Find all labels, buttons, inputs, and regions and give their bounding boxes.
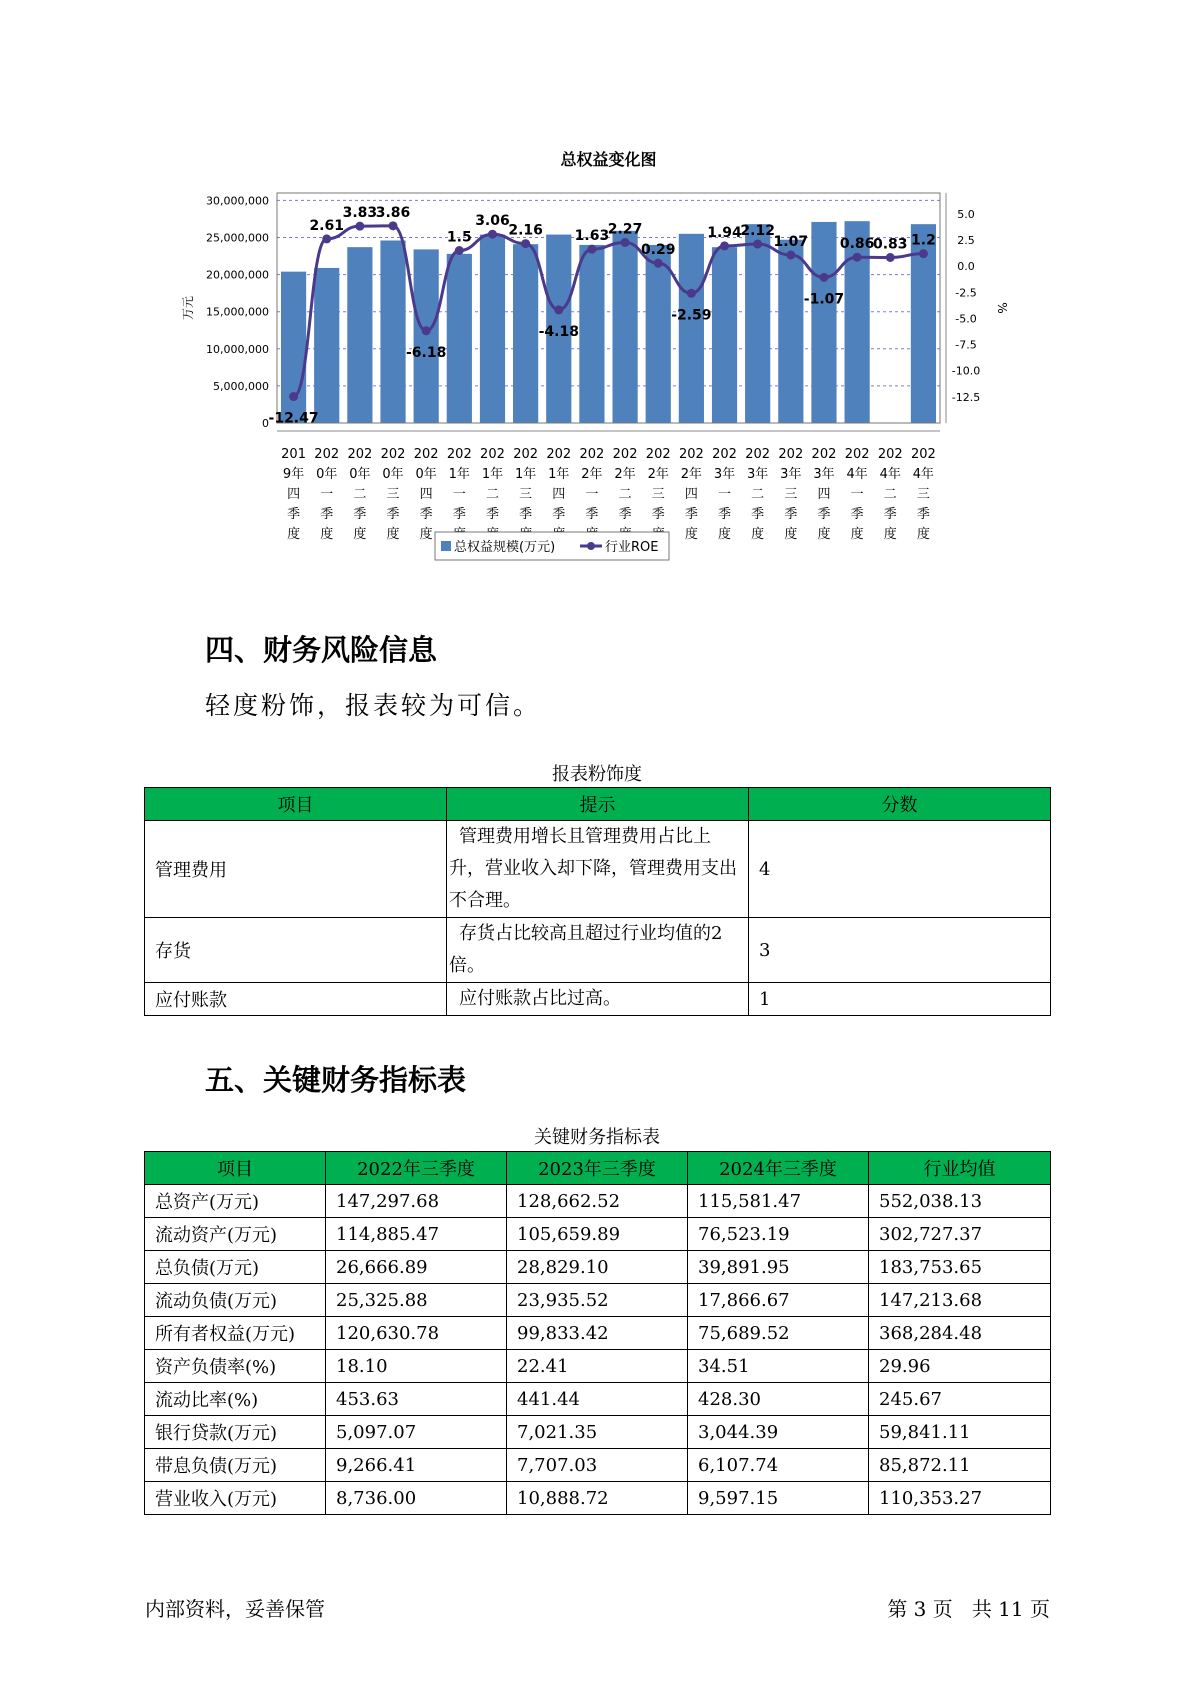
- row-item: 资产负债率(%): [145, 1350, 326, 1383]
- row-2024q3: 9,597.15: [688, 1482, 869, 1515]
- y-left-tick-label: 10,000,000: [206, 342, 269, 356]
- x-tick-label: 202 2年三季: [645, 447, 671, 522]
- row-2023q3: 10,888.72: [507, 1482, 688, 1515]
- row-item: 营业收入(万元): [145, 1482, 326, 1515]
- row-industry-avg: 183,753.65: [869, 1251, 1051, 1284]
- table-row: [145, 1416, 1051, 1449]
- y-left-tick-label: 0: [262, 417, 269, 430]
- row-2024q3: 115,581.47: [688, 1185, 869, 1218]
- y-right-tick-label: -7.5: [955, 338, 977, 352]
- bar-total-equity: [480, 235, 505, 423]
- bar-total-equity: [347, 247, 372, 423]
- point-industry-roe: [853, 253, 862, 262]
- point-industry-roe: [455, 246, 464, 255]
- column-header-item: 项目: [145, 788, 447, 821]
- row-industry-avg: 59,841.11: [869, 1416, 1051, 1449]
- x-tick-label: 202 0年二季度: [347, 447, 373, 542]
- row-2023q3: 128,662.52: [507, 1185, 688, 1218]
- column-header-2023q3: 2023年三季度: [507, 1152, 688, 1185]
- table-row: [145, 1449, 1051, 1482]
- row-2022q3: 25,325.88: [326, 1284, 507, 1317]
- bar-total-equity: [447, 254, 472, 423]
- data-label-roe: -6.18: [405, 344, 447, 361]
- row-2022q3: 18.10: [326, 1350, 507, 1383]
- data-label-roe: 1.2: [911, 232, 936, 249]
- x-tick-label: 202 3年一季度: [712, 447, 737, 542]
- data-label-roe: 1.63: [574, 228, 610, 245]
- table-row: [145, 1482, 1051, 1515]
- row-2024q3: 3,044.39: [688, 1416, 869, 1449]
- data-label-roe: 2.16: [508, 222, 543, 239]
- data-label-roe: 0.86: [839, 236, 875, 253]
- x-tick-label: 201 9年四季度: [281, 447, 306, 542]
- footer-page-number: 第 3 页 共 11 页: [887, 1597, 1050, 1621]
- row-score: 4: [749, 821, 1051, 918]
- bar-total-equity: [612, 231, 637, 423]
- x-tick-label: 202 3年二季度: [745, 447, 771, 542]
- x-tick-label: 202 4年三季度: [911, 447, 936, 542]
- kpi-table: [144, 1151, 1051, 1515]
- table-row: [145, 1383, 1051, 1416]
- table-row: [145, 1251, 1051, 1284]
- row-tip: 存货占比较高且超过行业均值的2倍。: [447, 918, 749, 983]
- bar-total-equity: [579, 245, 604, 423]
- y-right-tick-label: 2.5: [957, 234, 975, 248]
- point-industry-roe: [720, 241, 729, 250]
- kpi-table-caption: 关键财务指标表: [534, 1127, 660, 1148]
- row-tip: 管理费用增长且管理费用占比上升，营业收入却下降，管理费用支出不合理。: [447, 821, 749, 918]
- row-2022q3: 120,630.78: [326, 1317, 507, 1350]
- row-industry-avg: 302,727.37: [869, 1218, 1051, 1251]
- point-industry-roe: [621, 238, 630, 247]
- row-2024q3: 75,689.52: [688, 1317, 869, 1350]
- y-right-tick-label: 0.0: [957, 260, 975, 274]
- data-label-roe: 3.86: [375, 204, 411, 221]
- data-label-roe: 3.06: [475, 213, 510, 230]
- row-industry-avg: 245.67: [869, 1383, 1051, 1416]
- row-2024q3: 428.30: [688, 1383, 869, 1416]
- row-item: 流动负债(万元): [145, 1284, 326, 1317]
- table-row: [145, 1284, 1051, 1317]
- bar-total-equity: [745, 224, 770, 423]
- column-header-tip: 提示: [447, 788, 749, 821]
- point-industry-roe: [322, 234, 331, 243]
- bar-total-equity: [778, 240, 803, 423]
- y-left-tick-label: 15,000,000: [206, 305, 269, 319]
- point-industry-roe: [422, 326, 431, 335]
- row-item: 银行贷款(万元): [145, 1416, 326, 1449]
- data-label-roe: 2.27: [607, 221, 643, 238]
- row-item: 带息负债(万元): [145, 1449, 326, 1482]
- column-header-industry-avg: 行业均值: [869, 1152, 1051, 1185]
- row-score: 3: [749, 918, 1051, 983]
- x-tick-label: 202 0年三季度: [380, 447, 406, 542]
- row-item: 总负债(万元): [145, 1251, 326, 1284]
- section-heading-financial-risk: 四、财务风险信息: [205, 633, 438, 667]
- row-2022q3: 5,097.07: [326, 1416, 507, 1449]
- table-row: [145, 1185, 1051, 1218]
- point-industry-roe: [654, 259, 663, 268]
- row-industry-avg: 147,213.68: [869, 1284, 1051, 1317]
- legend-marker-roe: [587, 542, 595, 550]
- row-2024q3: 39,891.95: [688, 1251, 869, 1284]
- row-2022q3: 26,666.89: [326, 1251, 507, 1284]
- point-industry-roe: [554, 305, 563, 314]
- data-label-roe: 1.5: [446, 229, 472, 246]
- bar-total-equity: [314, 268, 339, 423]
- risk-table-header: [145, 788, 1051, 821]
- row-2023q3: 441.44: [507, 1383, 688, 1416]
- bar-total-equity: [513, 244, 538, 423]
- bar-total-equity: [646, 245, 671, 423]
- risk-table-caption: 报表粉饰度: [552, 764, 642, 785]
- y-right-tick-label: -2.5: [955, 286, 977, 300]
- risk-table: [144, 787, 1051, 1016]
- row-industry-avg: 85,872.11: [869, 1449, 1051, 1482]
- point-industry-roe: [587, 245, 596, 254]
- row-2022q3: 114,885.47: [326, 1218, 507, 1251]
- risk-summary-text: 轻度粉饰，报表较为可信。: [205, 691, 542, 720]
- point-industry-roe: [886, 253, 895, 262]
- point-industry-roe: [488, 230, 497, 239]
- legend-label-total-equity: 总权益规模(万元): [454, 540, 556, 555]
- data-label-roe: 3.83: [342, 205, 378, 222]
- row-industry-avg: 110,353.27: [869, 1482, 1051, 1515]
- row-item: 流动资产(万元): [145, 1218, 326, 1251]
- x-tick-label: 202 1年三季: [513, 447, 539, 522]
- bar-total-equity: [380, 240, 405, 423]
- row-2022q3: 9,266.41: [326, 1449, 507, 1482]
- row-score: 1: [749, 983, 1051, 1016]
- x-tick-label: 202 0年一季度: [314, 447, 340, 542]
- point-industry-roe: [819, 273, 828, 282]
- total-equity-chart: [150, 140, 1009, 600]
- data-label-roe: -1.07: [803, 291, 845, 308]
- table-row: [145, 1350, 1051, 1383]
- column-header-item: 项目: [145, 1152, 326, 1185]
- row-item: 存货: [145, 918, 447, 983]
- row-industry-avg: 368,284.48: [869, 1317, 1051, 1350]
- point-industry-roe: [919, 249, 928, 258]
- point-industry-roe: [355, 222, 364, 231]
- y-left-tick-label: 25,000,000: [206, 231, 269, 245]
- column-header-score: 分数: [749, 788, 1051, 821]
- row-item: 管理费用: [145, 821, 447, 918]
- y-right-tick-label: -10.0: [951, 364, 981, 378]
- data-label-roe: -4.18: [538, 323, 579, 340]
- x-tick-label: 202 3年三季度: [778, 447, 804, 542]
- data-label-roe: 2.61: [309, 217, 344, 234]
- row-industry-avg: 552,038.13: [869, 1185, 1051, 1218]
- row-industry-avg: 29.96: [869, 1350, 1051, 1383]
- data-label-roe: 0.83: [873, 236, 908, 253]
- data-label-roe: -2.59: [671, 307, 712, 324]
- table-row: [145, 983, 1051, 1016]
- row-2023q3: 105,659.89: [507, 1218, 688, 1251]
- point-industry-roe: [753, 240, 762, 249]
- legend-swatch-total-equity: [441, 541, 451, 551]
- y-left-axis-label: 万元: [181, 295, 195, 321]
- section-heading-key-indicators: 五、关键财务指标表: [205, 1063, 467, 1097]
- bar-total-equity: [414, 249, 439, 423]
- bar-total-equity: [712, 247, 737, 423]
- y-right-tick-label: 5.0: [957, 207, 975, 221]
- footer-confidential-note: 内部资料，妥善保管: [145, 1597, 325, 1621]
- row-item: 应付账款: [145, 983, 447, 1016]
- x-tick-label: 202 2年二季: [612, 447, 638, 522]
- y-left-tick-label: 30,000,000: [206, 194, 269, 208]
- y-right-tick-label: -5.0: [955, 312, 977, 326]
- row-2022q3: 147,297.68: [326, 1185, 507, 1218]
- kpi-table-header: [145, 1152, 1051, 1185]
- x-tick-label: 202 4年二季度: [877, 447, 903, 542]
- chart-title: 总权益变化图: [560, 150, 657, 169]
- table-row: [145, 821, 1051, 918]
- x-tick-label: 202 1年一季: [446, 447, 472, 522]
- y-right-tick-label: -12.5: [951, 390, 981, 404]
- x-tick-label: 202 4年一季度: [844, 447, 870, 542]
- bar-total-equity: [679, 234, 704, 423]
- row-2023q3: 7,021.35: [507, 1416, 688, 1449]
- row-2022q3: 8,736.00: [326, 1482, 507, 1515]
- data-label-roe: 1.94: [707, 224, 742, 241]
- point-industry-roe: [521, 239, 530, 248]
- column-header-2022q3: 2022年三季度: [326, 1152, 507, 1185]
- x-tick-label: 202 2年一季: [579, 447, 605, 522]
- table-row: [145, 918, 1051, 983]
- x-tick-label: 202 1年四季: [546, 447, 572, 522]
- column-header-2024q3: 2024年三季度: [688, 1152, 869, 1185]
- point-industry-roe: [786, 250, 795, 259]
- row-2024q3: 34.51: [688, 1350, 869, 1383]
- data-label-roe: 0.29: [640, 242, 676, 259]
- x-tick-label: 202 3年四季度: [811, 447, 837, 542]
- row-2023q3: 99,833.42: [507, 1317, 688, 1350]
- y-left-tick-label: 20,000,000: [206, 268, 269, 282]
- legend-label-roe: 行业ROE: [605, 540, 659, 555]
- y-left-tick-label: 5,000,000: [213, 379, 269, 393]
- row-item: 总资产(万元): [145, 1185, 326, 1218]
- x-tick-label: 202 2年四季度: [678, 447, 704, 542]
- row-2022q3: 453.63: [326, 1383, 507, 1416]
- row-item: 所有者权益(万元): [145, 1317, 326, 1350]
- data-label-roe: -12.47: [268, 410, 319, 427]
- row-item: 流动比率(%): [145, 1383, 326, 1416]
- point-industry-roe: [687, 289, 696, 298]
- x-tick-label: 202 1年二季: [480, 447, 505, 522]
- kpi-table-body: [145, 1185, 1051, 1515]
- x-tick-label: 202 0年四季度: [413, 447, 439, 542]
- point-industry-roe: [389, 221, 398, 230]
- table-row: [145, 1218, 1051, 1251]
- y-right-axis-label: %: [995, 302, 1009, 314]
- point-industry-roe: [289, 392, 298, 401]
- bar-total-equity: [811, 222, 836, 423]
- row-2024q3: 6,107.74: [688, 1449, 869, 1482]
- row-2023q3: 22.41: [507, 1350, 688, 1383]
- row-2024q3: 17,866.67: [688, 1284, 869, 1317]
- row-2023q3: 23,935.52: [507, 1284, 688, 1317]
- row-tip: 应付账款占比过高。: [447, 983, 749, 1016]
- table-row: [145, 1317, 1051, 1350]
- row-2023q3: 28,829.10: [507, 1251, 688, 1284]
- data-label-roe: 2.12: [740, 223, 775, 240]
- row-2024q3: 76,523.19: [688, 1218, 869, 1251]
- row-2023q3: 7,707.03: [507, 1449, 688, 1482]
- data-label-roe: 1.07: [773, 233, 809, 250]
